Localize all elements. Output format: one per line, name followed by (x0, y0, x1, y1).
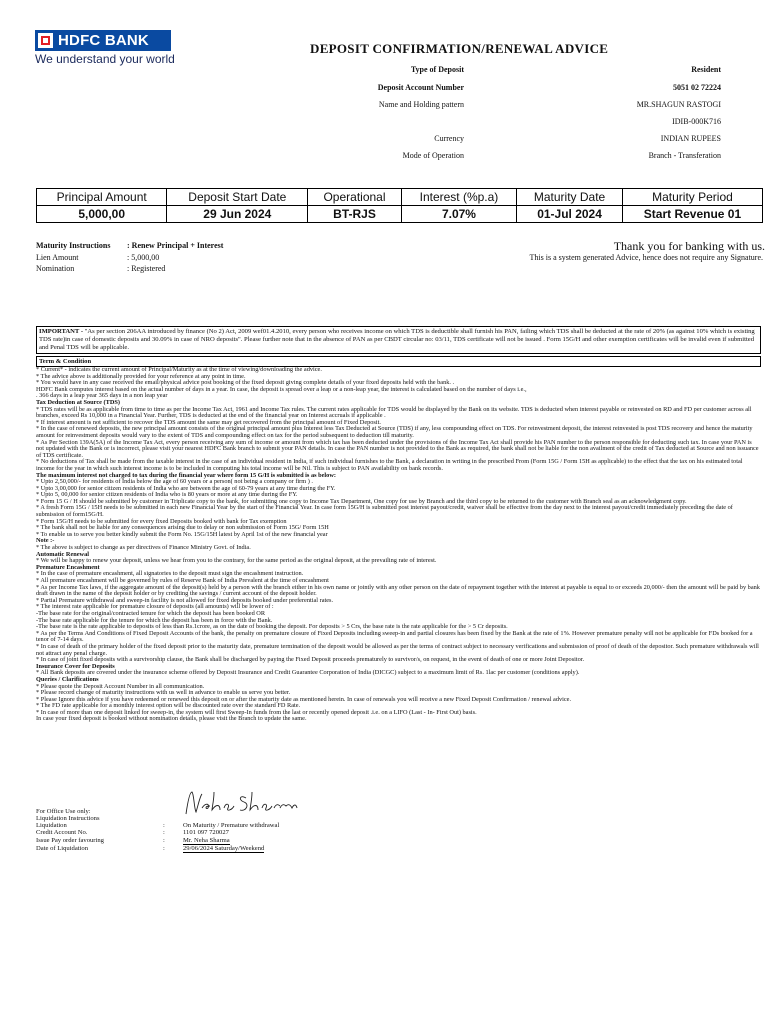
logo-bar (35, 30, 171, 51)
terms-line: * As per Income Tax laws, if the aggregate amount of the deposit(s) held by a person with the branch either in his own name or jointly with any other person on the date of repayment together with the interest at payable is equal to or exceeds 20,000/- then the amount will be paid by bank draft drawn in the name of the deposit holder or by crediting the savings / current account of the deposit holder. (36, 583, 760, 598)
liquidation-label: Liquidation (36, 822, 67, 829)
detail-value: Branch - Transferation (648, 151, 721, 160)
terms-list (36, 367, 761, 723)
terms-line: * Partial Premature withdrawal and sweep-in facility is not allowed for fixed deposits booked under preferential rates. (36, 596, 334, 604)
terms-line: * Upto 3,00,000 for senior citizen residents of India who are between the age of 60-79 years at any time during the FY. (36, 484, 336, 492)
table-header-cell: Deposit Start Date (167, 189, 308, 206)
terms-line: * A fresh Form 15G / 15H needs to be submitted in each new Financial Year by the start of the Financial Year. In case form 15G/H is submitted post interest payout/credit, waiver shall be effective from the day next to the interest payout/credit immediately preceding the date of submission of form15G/H. (36, 504, 733, 519)
terms-line: * In case of more than one deposit linked for sweep-in, the system will first Sweep-In funds from the last or recently opened deposit .i.e. on a LIFO (Last - In- First Out) basis. (36, 708, 477, 716)
hdfc-logo (35, 30, 175, 66)
table-cell: BT-RJS (308, 206, 402, 223)
logo-name: HDFC BANK (58, 32, 149, 49)
logo-tagline: We understand your world (35, 52, 175, 66)
page-title: DEPOSIT CONFIRMATION/RENEWAL ADVICE (310, 41, 609, 56)
terms-line: -The base rate for the original/contracted tenure for which the deposit has been booked OR (36, 609, 266, 617)
terms-subheading: Tax Deduction at Source (TDS) (36, 398, 120, 406)
maturity-instructions-label: Maturity Instructions (36, 241, 111, 250)
date-of-liquidation-value: 29/06/2024 Saturday/Weekend (183, 845, 265, 852)
terms-line: * In case of death of the primary holder of the fixed deposit prior to the maturity date, premature termination of the deposit would be allowed as per the terms of contract subject to necessary verifications and submission of proof of death of the depositor. Such premature withdrawals will not attract any penal charge. (36, 642, 759, 657)
nomination-label: Nomination (36, 264, 75, 273)
system-generated-note: This is a system generated Advice, hence does not require any Signature. (529, 253, 763, 262)
table-cell: 29 Jun 2024 (167, 206, 308, 223)
terms-line: * The bank shall not be liable for any consequences arising due to delay or non submission of Form 15G/ Form 15H (36, 524, 329, 532)
terms-line: * The above is subject to change as per directives of Finance Ministry Govt. of India. (36, 544, 251, 552)
important-label: IMPORTANT - (39, 328, 84, 335)
detail-label: Name and Holding pattern (378, 100, 464, 109)
terms-line: * No deductions of Tax shall be made from the taxable interest in the case of an individual resident in India, if such individual furnishes to the Bank, a declaration in writing in the prescribed From (Form 15G / Form 15H as applicable) to the effect that the tax on his estimated total income for the year in which such interest income is to be included in computing his total income will be Nil. This is subject to PAN availability on bank records. (36, 458, 743, 472)
terms-line: * Form 15 G / H should be submitted by customer in Triplicate copy to the bank, for submitting one copy to Income Tax Department, One copy for use by Branch and the third copy to be returned to the customer with Branch seal as an acknowledgment copy. (36, 497, 687, 505)
pay-order-label: Issue Pay order favouring (36, 837, 104, 844)
table-cell: 7.07% (401, 206, 516, 223)
signature-stroke (186, 792, 297, 814)
detail-label: Deposit Account Number (377, 83, 464, 92)
terms-line: * Current* - indicates the current amount of Principal/Maturity as at the time of viewing/downloading the advice. (36, 366, 322, 373)
colon: : (163, 829, 165, 836)
table-cell: Start Revenue 01 (622, 206, 762, 223)
terms-line: * All premature encashment will be governed by rules of Reserve Bank of India Prevalent at the time of encashment (36, 577, 329, 584)
terms-line: * You would have in any case received the email/physical advice post booking of the fixed deposit giving complete details of your fixed deposits held with the bank. . (36, 379, 455, 387)
terms-subheading: Note :- (36, 537, 55, 545)
terms-line: * The FD rate applicable for a monthly interest option will be discounted rate over the standard FD Rate. (36, 702, 301, 710)
credit-account-value: 1101 097 720027 (183, 829, 229, 836)
thank-you-text: Thank you for banking with us. (613, 239, 765, 253)
lien-amount-label: Lien Amount (36, 253, 79, 262)
liquidation-value: On Maturity / Premature withdrawal (183, 822, 280, 829)
terms-line: * Form 15G/H needs to be submitted for every fixed Deposits booked with bank for Tax exemption (36, 517, 287, 525)
terms-line: * In the case of renewed deposits, the new principal amount consists of the original principal amount plus Interest less Tax Deducted at Source (TDS) if any, less compounding effect on TDS. For reinvestment deposit, the interest reinvested is post TDS recovery and hence the maturity amount for reinvestment deposits would vary to the extent of TDS and compounding effect on tax for the period subsequent to deduction till maturity. (36, 425, 753, 439)
colon: : (163, 822, 165, 829)
terms-line: * Upto 5, 00,000 for senior citizen residents of India who is 80 years or more at any time during the FY. (36, 491, 298, 499)
detail-label: Mode of Operation (402, 151, 464, 160)
colon: : (163, 845, 165, 852)
terms-line: * The advice above is additionally provided for your reference at any point in time. (36, 372, 246, 380)
nomination-value: : Registered (127, 264, 166, 273)
terms-line: * To enable us to serve you better kindly submit the Form No. 15G/15H latest by April 1st of the new financial year (36, 530, 328, 538)
credit-account-label: Credit Account No. (36, 829, 88, 836)
detail-label: Type of Deposit (410, 65, 464, 74)
terms-subheading: Premature Encashment (36, 563, 100, 571)
lien-amount-value: : 5,000,00 (127, 253, 160, 262)
table-header-row (37, 189, 763, 206)
detail-label: Currency (434, 134, 464, 143)
terms-line: * The interest rate applicable for premature closure of deposits (all amounts) will be lower of : (36, 603, 274, 611)
terms-line: * All Bank deposits are covered under the insurance scheme offered by Deposit Insurance and Credit Guarantee Corporation of India (DICGC) subject to a maximum limit of Rs. 1lac per customer (conditions apply). (36, 669, 580, 677)
table-header-cell: Maturity Date (517, 189, 623, 206)
hdfc-mark-icon (38, 33, 53, 48)
office-use-block (36, 808, 100, 822)
terms-heading: Term & Condition (36, 356, 761, 367)
table-cell: 5,000,00 (37, 206, 167, 223)
maturity-instructions-value: : Renew Principal + Interest (127, 241, 224, 250)
terms-line: * Upto 2,50,000/- for residents of India below the age of 60 years or a person( not being a company or firm ) . (36, 478, 313, 486)
detail-value: 5051 02 72224 (673, 83, 721, 92)
table-header-cell: Operational (308, 189, 402, 206)
terms-line: -The base rate applicable for the tenure for which the deposit has been in force with the Bank. (36, 616, 273, 624)
terms-subheading: Queries / Clarifications (36, 675, 99, 683)
terms-line: . 366 days in a leap year 365 days in a non leap year (36, 392, 168, 400)
terms-line: * Please quote the Deposit Account Number in all communication. (36, 682, 205, 690)
terms-line: * TDS rates will be as applicable from time to time as per the Income Tax Act, 1961 and Income Tax rules. The current rates applicable for TDS would be displayed by the Bank on its website. TDS is deducted when interest payable or reinvested on RD and FD per customer across all branches, exceed Rs 10,000 in a Financial Year. Further, TDS is deducted at the end of the financial year on Interest accruals if applicable . (36, 405, 752, 420)
detail-value: Resident (691, 65, 721, 74)
important-notice (36, 326, 761, 354)
terms-line: * As per the Terms And Conditions of Fixed Deposit Accounts of the bank, the penalty on premature closure of Fixed Deposits including sweep-in and partial closures has been fixed by the Bank at the rate of 1%. However premature penalty will not be applicable for FDs booked for a tenor of 7-14 days. (36, 629, 753, 644)
terms-line: * Please record change of maturity instructions with us well in advance to enable us serve you better. (36, 689, 291, 697)
table-header-cell: Principal Amount (37, 189, 167, 206)
terms-subheading: Automatic Renewal (36, 550, 89, 558)
terms-line: * If interest amount is not sufficient to recover the TDS amount the same may get recovered from the principal amount of Fixed Deposit. (36, 418, 381, 426)
terms-line: * As Per Section 139A(5A) of the Income Tax Act, every person receiving any sum of income or amount from which tax has been deducted under the provisions of the Income Tax Act shall provide his PAN number to the person responsible for deducting such tax. In case your PAN is not updated with the Bank or is incorrect, please visit your nearest HDFC Bank branch to submit your PAN details. In case the PAN number is not provided to the Bank as required, the bank shall not be liable for the non availment of the credit of Tax deducted at Source and non issuance of TDS certificate. (36, 438, 759, 459)
terms-line: In case your fixed deposit is booked without nomination details, please visit the Branch to update the same. (36, 715, 307, 723)
detail-value: MR.SHAGUN RASTOGI (636, 100, 721, 109)
important-text: "As per section 206AA introduced by finance (No 2) Act, 2009 wef01.4.2010, every person who receives income on which TDS is deductible shall furnish his PAN, failing which TDS shall be deducted at the rate of 20% (as against 10% which is existing TDS rate)in case of domestic deposits and 30.09% in case of NRO deposits". Please further note that in the absence of PAN as per CBDT circular no: 03/11, TDS certificate will not be issued . Form 15G/H and other exemption certificates will be invalid even if submitted and Penal TDS will be applicable. (39, 328, 755, 351)
terms-subheading: Insurance Cover for Deposits (36, 662, 115, 670)
terms-line: HDFC Bank computes interest based on the actual number of days in a year. In case, the deposit is spread over a leap or a non-leap year, the interest is calculated based on the number of days i.e., (36, 385, 527, 393)
detail-value: IDIB-000K716 (672, 117, 721, 126)
date-of-liquidation-label: Date of Liquidation (36, 845, 89, 852)
office-use-title: For Office Use only: (36, 808, 91, 815)
colon: : (163, 837, 165, 844)
table-header-cell: Maturity Period (622, 189, 762, 206)
terms-line: * We will be happy to renew your deposit, unless we hear from you to the contrary, for the same period as the original deposit, at the prevailing rate of interest. (36, 557, 437, 565)
terms-line: * Please Ignore this advice if you have redeemed or renewed this deposit on or after the maturity date as mentioned herein. In case of renewals you will receive a new Fixed Deposit Confirmation / renewal advice. (36, 695, 572, 703)
terms-line: -The base rate is the rate applicable to deposits of less than Rs.1crore, as on the date of booking the deposit. For deposits > 5 Crs, the base rate is the rate applicable for the > 5 Cr deposits. (36, 623, 508, 631)
table-header-cell: Interest (%p.a) (401, 189, 516, 206)
deposit-summary-table (36, 188, 763, 223)
terms-line: * In the case of premature encashment, all signatories to the deposit must sign the encashment instruction. (36, 570, 304, 578)
liquidation-instructions-title: Liquidation Instructions (36, 815, 100, 822)
pay-order-value: Mr. Neha Sharma (183, 837, 230, 844)
table-row (37, 206, 763, 223)
terms-subheading: The maximum interest not charged to tax during the financial year where form 15 G/H is submitted is as below: (36, 471, 336, 479)
terms-line: * In case of joint fixed deposits with a survivorship clause, the Bank shall be discharged by paying the Fixed Deposit proceeds prematurely to survivor/s, on request, in the event of death of one or more Joint Depositor. (36, 656, 585, 664)
table-cell: 01-Jul 2024 (517, 206, 623, 223)
detail-value: INDIAN RUPEES (660, 134, 721, 143)
signature (180, 786, 300, 822)
